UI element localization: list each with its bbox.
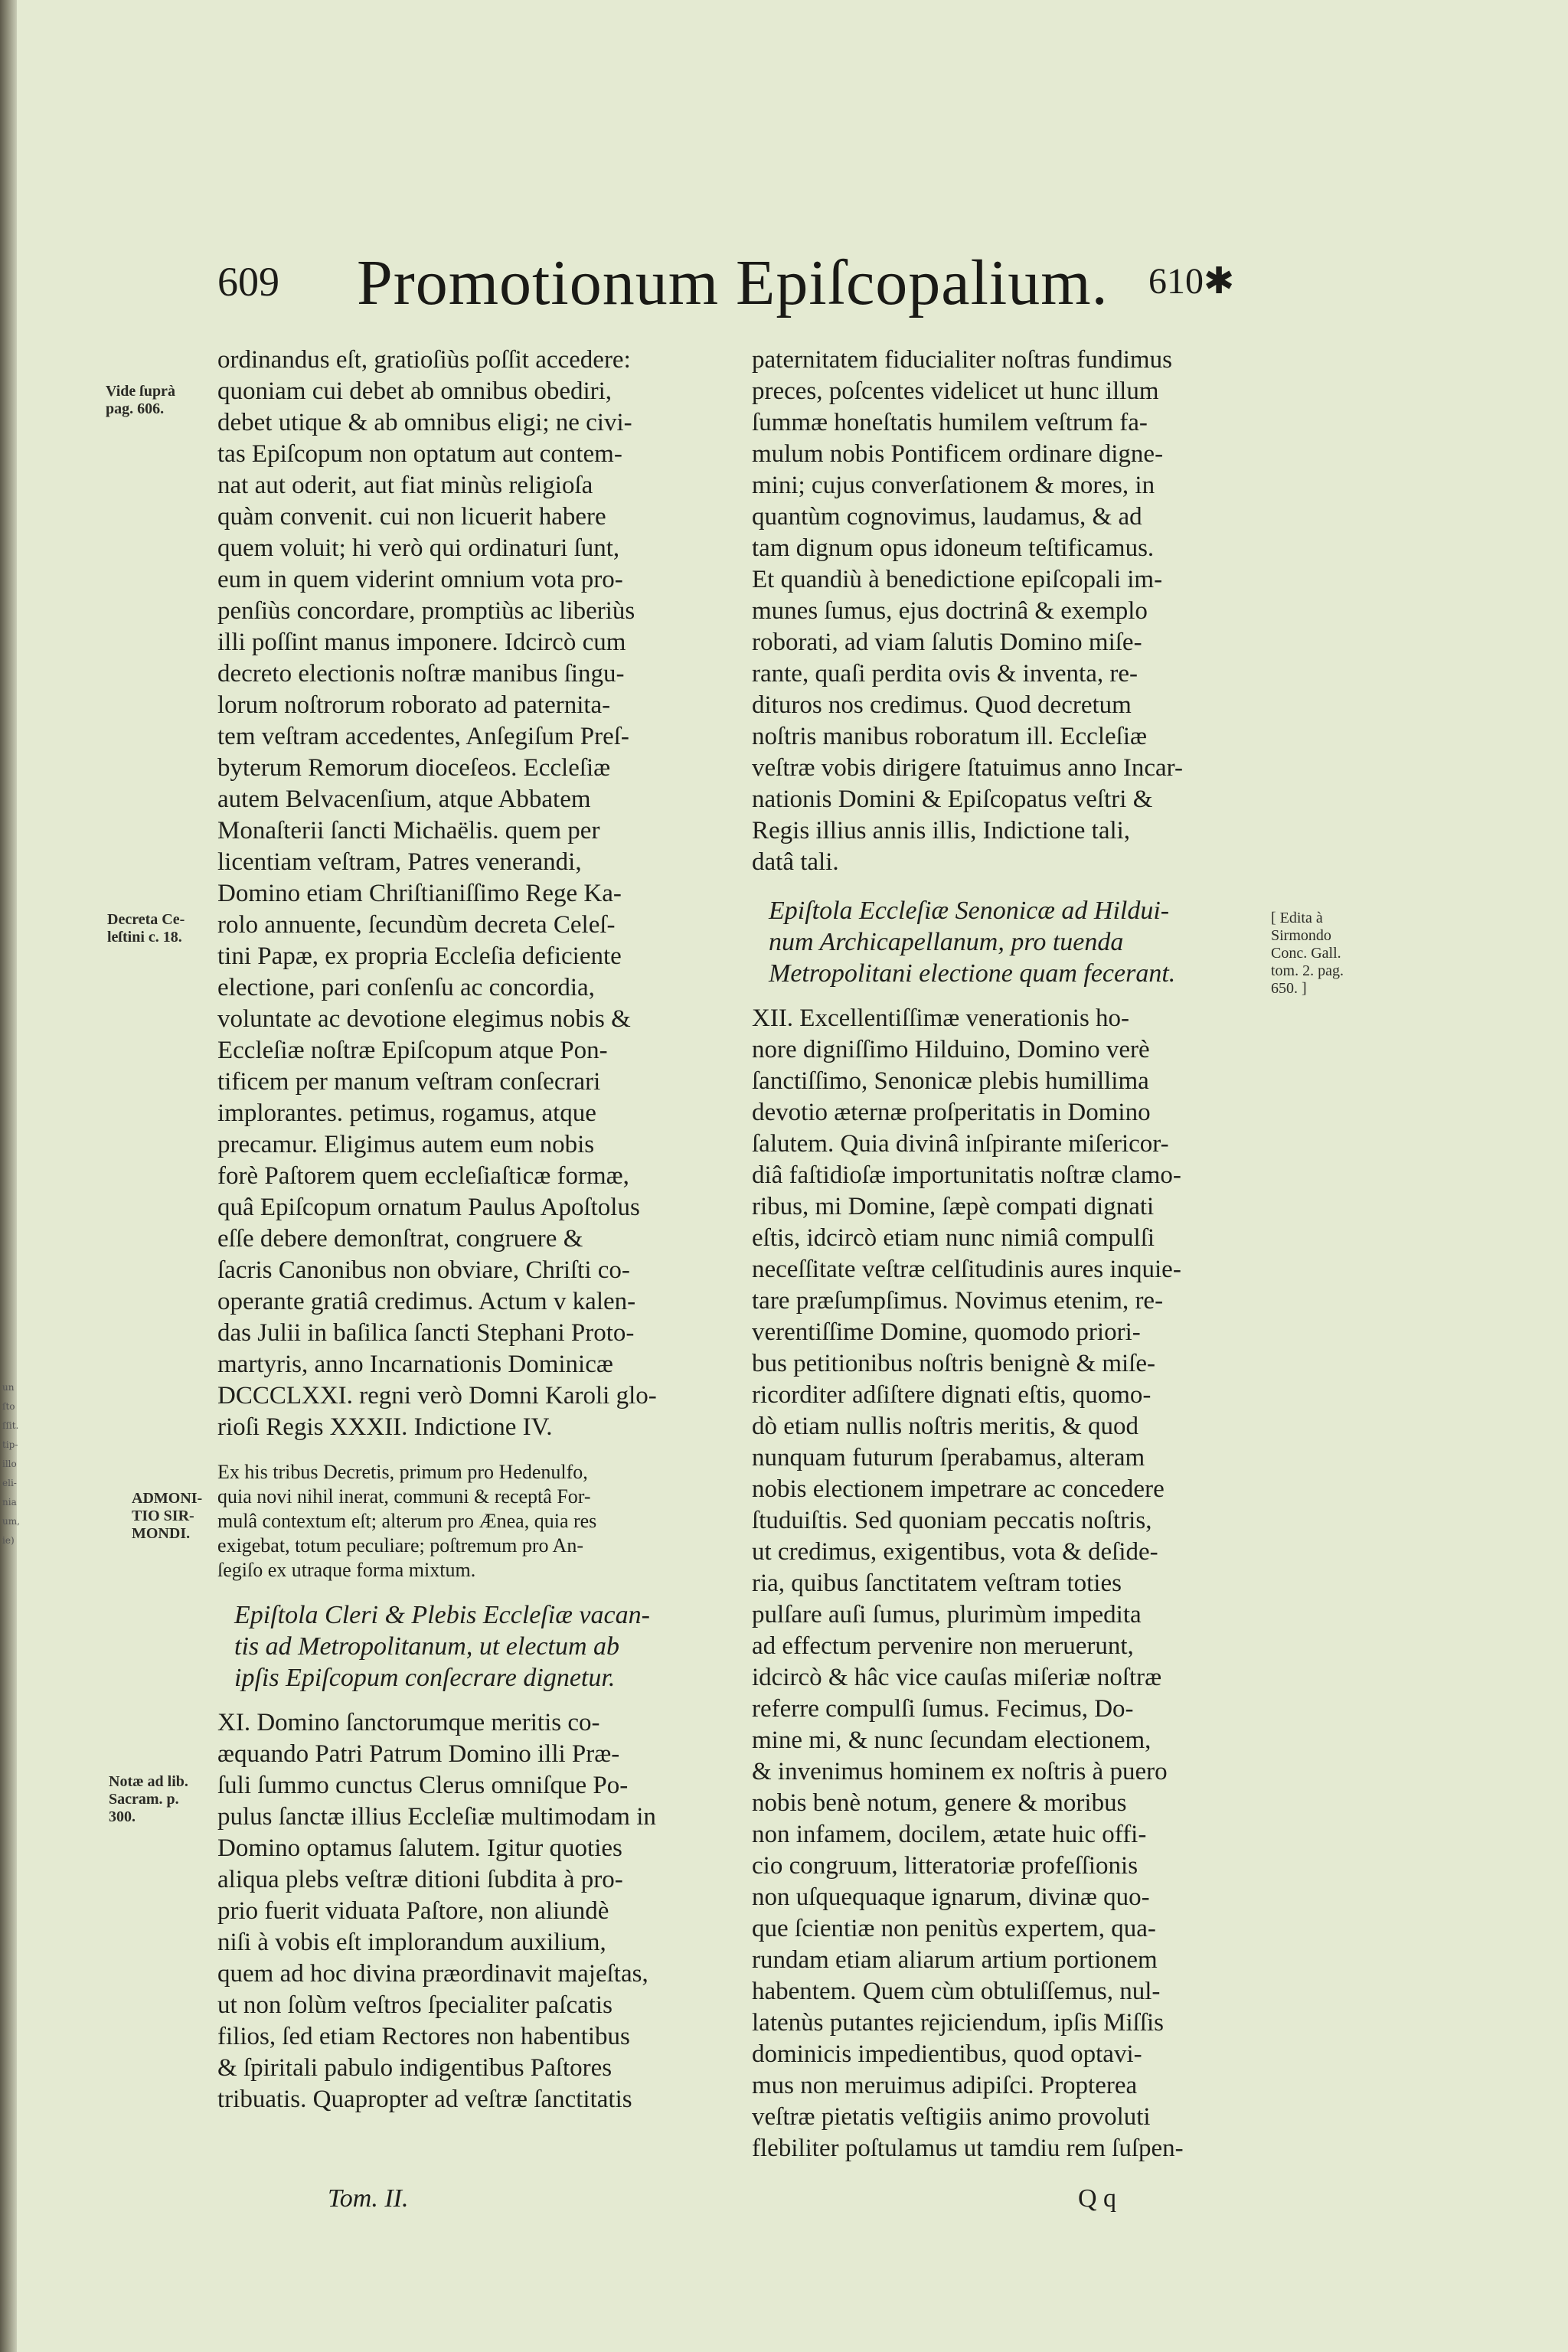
text-line: dò etiam nullis noſtris meritis, & quod [752, 1413, 1139, 1440]
right-column [752, 345, 1253, 2164]
text-line: Et quandiù à benedictione epiſcopali im- [752, 566, 1163, 593]
text-line: aliqua plebs veſtræ ditioni ſubdita à pro- [217, 1866, 623, 1893]
text-line: nunquam futurum ſperabamus, alteram [752, 1444, 1145, 1472]
text-line: tas Epiſcopum non optatum aut contem- [217, 440, 622, 468]
text-line: Epiſtola Cleri & Plebis Eccleſiæ vacan- [234, 1601, 650, 1629]
text-line: Domino etiam Chriſtianiſſimo Rege Ka- [217, 880, 622, 907]
text-line: operante gratiâ credimus. Actum v kalen- [217, 1288, 636, 1315]
text-line: num Archicapellanum, pro tuenda [769, 928, 1124, 956]
text-line: Domino optamus ſalutem. Igitur quoties [217, 1834, 622, 1862]
margin-note-line: leſtini c. 18. [107, 929, 182, 946]
text-line: Ex his tribus Decretis, primum pro Hedenulfo, [217, 1461, 588, 1483]
text-paragraph [752, 1003, 1253, 2164]
text-line: que ſcientiæ non penitùs expertem, qua- [752, 1915, 1156, 1942]
binding-shadow [0, 0, 20, 2352]
text-line: ſalutem. Quia divinâ inſpirante miſericor- [752, 1130, 1169, 1158]
margin-note-line: Sacram. p. [109, 1791, 179, 1808]
text-line: flebiliter poſtulamus ut tamdiu rem ſuſpen- [752, 2135, 1184, 2162]
text-line: ſacris Canonibus non obviare, Chriſti co- [217, 1256, 630, 1284]
text-line: tam dignum opus idoneum teſtificamus. [752, 534, 1155, 562]
text-line: lorum noſtrorum roborato ad paternita- [217, 691, 611, 719]
admonitio-paragraph [217, 1460, 726, 1583]
page-number-left: 609 [217, 259, 279, 305]
text-line: nore digniſſimo Hilduino, Domino verè [752, 1036, 1150, 1063]
text-line: Epiſtola Eccleſiæ Senonicæ ad Hildui- [769, 897, 1170, 925]
text-line: idcircò & hâc vice cauſas miſeriæ noſtræ [752, 1664, 1162, 1691]
text-line: DCCCLXXI. regni verò Domni Karoli glo- [217, 1382, 657, 1410]
margin-note-line: Decreta Ce- [107, 911, 185, 928]
text-line: dominicis impedientibus, quod optavi- [752, 2040, 1142, 2068]
text-line: ſanctiſſimo, Senonicæ plebis humillima [752, 1067, 1149, 1095]
text-line: tini Papæ, ex propria Eccleſia deficiente [217, 942, 622, 970]
margin-note-line: 650. ] [1271, 980, 1307, 997]
text-line: pulus ſanctæ illius Eccleſiæ multimodam in [217, 1803, 656, 1831]
text-line: Metropolitani electione quam fecerant. [769, 959, 1176, 988]
text-line: penſiùs concordare, promptiùs ac liberiùs [217, 597, 635, 625]
text-line: veſtræ vobis dirigere ſtatuimus anno Incar- [752, 754, 1183, 782]
text-line: quâ Epiſcopum ornatum Paulus Apoſtolus [217, 1194, 640, 1221]
text-line: non infamem, docilem, ætate huic offi- [752, 1821, 1147, 1848]
text-line: ribus, mi Domine, ſæpè compati dignati [752, 1193, 1155, 1220]
text-line: niſi à vobis eſt implorandum auxilium, [217, 1929, 606, 1956]
text-line: forè Paſtorem quem eccleſiaſticæ formæ, [217, 1162, 629, 1190]
text-line: XI. Domino ſanctorumque meritis co- [217, 1709, 600, 1736]
text-line: tare præſumpſimus. Novimus etenim, re- [752, 1287, 1164, 1315]
text-line: mulâ contextum eſt; alterum pro Ænea, quia res [217, 1510, 597, 1532]
text-line: & invenimus hominem ex noſtris à puero [752, 1758, 1168, 1785]
text-line: voluntate ac devotione elegimus nobis & [217, 1005, 631, 1033]
text-paragraph [217, 1707, 726, 2115]
text-line: ſuli ſummo cunctus Clerus omniſque Po- [217, 1772, 629, 1799]
running-title: Promotionum Epiſcopalium. [357, 247, 1109, 318]
text-line: martyris, anno Incarnationis Dominicæ [217, 1351, 613, 1378]
text-line: quoniam cui debet ab omnibus obediri, [217, 377, 612, 405]
margin-note-line: TIO SIR- [132, 1508, 194, 1524]
text-line: ria, quibus ſanctitatem veſtram toties [752, 1570, 1122, 1597]
gutter-fragment: un [2, 1382, 15, 1393]
gutter-fragment: ſto [2, 1401, 15, 1412]
volume-footer: Tom. II. [328, 2184, 409, 2213]
text-line: nobis electionem impetrare ac concedere [752, 1475, 1165, 1503]
text-line: byterum Remorum dioceſeos. Eccleſiæ [217, 754, 611, 782]
text-line: mulum nobis Pontificem ordinare digne- [752, 440, 1164, 468]
gutter-fragment: ſſit. [2, 1420, 19, 1431]
gutter-fragment: nia [2, 1497, 17, 1508]
text-line: tificem per manum veſtram conſecrari [217, 1068, 601, 1096]
margin-note-line: [ Edita à [1271, 910, 1323, 926]
text-line: quem ad hoc divina præordinavit majeſtas, [217, 1960, 648, 1988]
margin-note-line: 300. [109, 1808, 136, 1825]
page-number-right: 610✱ [1148, 261, 1235, 302]
margin-note-line: Sirmondo [1271, 927, 1331, 944]
text-line: rundam etiam aliarum artium portionem [752, 1946, 1158, 1974]
text-line: datâ tali. [752, 848, 839, 876]
text-line: licentiam veſtram, Patres venerandi, [217, 848, 582, 876]
text-line: nobis benè notum, genere & moribus [752, 1789, 1127, 1817]
text-line: tem veſtram accedentes, Anſegiſum Preſ- [217, 723, 629, 750]
text-line: diâ faſtidioſæ importunitatis noſtræ clamo- [752, 1161, 1181, 1189]
text-line: Monaſterii ſancti Michaëlis. quem per [217, 817, 600, 844]
epistle-heading [217, 1599, 726, 1694]
text-line: precamur. Eligimus autem eum nobis [217, 1131, 595, 1158]
gutter-fragment: um, [2, 1516, 20, 1527]
gutter-fragment: tip- [2, 1439, 18, 1450]
text-line: prio fuerit viduata Paſtore, non aliundè [217, 1897, 609, 1925]
text-line: veſtræ pietatis veſtigiis animo provoluti [752, 2103, 1151, 2131]
text-line: ordinandus eſt, gratioſiùs poſſit accedere: [217, 346, 631, 374]
text-line: rioſi Regis XXXII. Indictione IV. [217, 1413, 553, 1441]
text-line: eſſe debere demonſtrat, congruere & [217, 1225, 583, 1253]
margin-note-admonitio [132, 1490, 202, 1543]
text-line: ut credimus, exigentibus, vota & deſide- [752, 1538, 1158, 1566]
text-line: referre compulſi ſumus. Fecimus, Do- [752, 1695, 1134, 1723]
epistle-heading [752, 895, 1253, 989]
text-line: rolo annuente, ſecundùm decreta Celeſ- [217, 911, 616, 939]
text-line: cio congruum, litteratoriæ profeſſionis [752, 1852, 1138, 1880]
text-line: pulſare auſi ſumus, plurimùm impedita [752, 1601, 1142, 1628]
text-line: eum in quem viderint omnium vota pro- [217, 566, 623, 593]
text-line: nationis Domini & Epiſcopatus veſtri & [752, 786, 1153, 813]
text-paragraph [752, 345, 1253, 878]
text-line: mini; cujus converſationem & mores, in [752, 472, 1155, 499]
text-line: debet utique & ab omnibus eligi; ne civi- [217, 409, 632, 436]
text-line: latenùs putantes rejiciendum, ipſis Miſſis [752, 2009, 1165, 2037]
text-line: paternitatem fiducialiter noſtras fundimus [752, 346, 1172, 374]
text-line: ipſis Epiſcopum conſecrare dignetur. [234, 1664, 616, 1692]
text-line: æquando Patri Patrum Domino illi Præ- [217, 1740, 620, 1768]
gutter-fragment: illo [2, 1459, 17, 1469]
text-line: quàm convenit. cui non licuerit habere [217, 503, 606, 531]
text-line: tribuatis. Quapropter ad veſtræ ſanctitatis [217, 2086, 632, 2113]
text-line: das Julii in baſilica ſancti Stephani Proto- [217, 1319, 635, 1347]
text-line: mus non meruimus adipiſci. Propterea [752, 2072, 1138, 2099]
text-line: tis ad Metropolitanum, ut electum ab [234, 1632, 620, 1661]
margin-note-line: Notæ ad lib. [109, 1773, 188, 1790]
text-line: quantùm cognovimus, laudamus, & ad [752, 503, 1142, 531]
margin-note-line: pag. 606. [106, 400, 165, 417]
margin-note-line: MONDI. [132, 1525, 191, 1542]
text-line: ricorditer adſiſtere dignati eſtis, quomo- [752, 1381, 1152, 1409]
text-line: roborati, ad viam ſalutis Domino miſe- [752, 629, 1142, 656]
text-paragraph [217, 345, 726, 1443]
text-line: ut non ſolùm veſtros ſpecialiter paſcatis [217, 1991, 612, 2019]
text-line: preces, poſcentes videlicet ut hunc illum [752, 377, 1159, 405]
text-line: ſummæ honeſtatis humilem veſtrum fa- [752, 409, 1148, 436]
margin-note-vide-supra [106, 383, 175, 418]
text-line: nat aut oderit, aut fiat minùs religioſa [217, 472, 593, 499]
text-line: noſtris manibus roboratum ill. Eccleſiæ [752, 723, 1147, 750]
text-line: autem Belvacenſium, atque Abbatem [217, 786, 591, 813]
text-line: rante, quaſi perdita ovis & inventa, re- [752, 660, 1138, 688]
text-line: munes ſumus, ejus doctrinâ & exemplo [752, 597, 1148, 625]
text-line: verentiſſime Domine, quomodo priori- [752, 1318, 1141, 1346]
text-line: XII. Excellentiſſimæ venerationis ho- [752, 1004, 1130, 1032]
margin-note-line: tom. 2. pag. [1271, 962, 1344, 979]
left-column [217, 345, 726, 2115]
margin-note-line: ADMONI- [132, 1490, 203, 1507]
text-line: devotio æternæ proſperitatis in Domino [752, 1099, 1151, 1126]
text-line: eſtis, idcircò etiam nunc nimiâ compulſi [752, 1224, 1155, 1252]
text-line: implorantes. petimus, rogamus, atque [217, 1099, 596, 1127]
text-line: quem voluit; hi verò qui ordinaturi ſunt, [217, 534, 620, 562]
margin-note-line: Conc. Gall. [1271, 945, 1341, 962]
margin-note-decreta-celestini [107, 911, 185, 946]
text-line: non uſquequaque ignarum, divinæ quo- [752, 1883, 1150, 1911]
text-line: ſtuduiſtis. Sed quoniam peccatis noſtris, [752, 1507, 1152, 1534]
text-line: illi poſſint manus imponere. Idcircò cum [217, 629, 626, 656]
text-line: ſegiſo ex utraque forma mixtum. [217, 1559, 476, 1581]
margin-note-edita-sirmondo [1271, 910, 1344, 998]
gutter-fragment: eli- [2, 1478, 17, 1488]
margin-note-line: Vide ſuprà [106, 383, 175, 400]
signature-mark: Q q [1078, 2184, 1117, 2213]
gutter-text-fragments [2, 1378, 20, 1550]
gutter-fragment: ie) [2, 1535, 15, 1546]
text-line: exigebat, totum peculiare; poſtremum pro An- [217, 1534, 583, 1557]
text-line: habentem. Quem cùm obtuliſſemus, nul- [752, 1978, 1161, 2005]
text-line: electione, pari conſenſu ac concordia, [217, 974, 595, 1001]
text-line: filios, ſed etiam Rectores non habentibus [217, 2023, 630, 2050]
text-line: quia novi nihil inerat, communi & receptâ For- [217, 1485, 591, 1508]
text-line: neceſſitate veſtræ celſitudinis aures inquie- [752, 1256, 1181, 1283]
text-line: decreto electionis noſtræ manibus ſingu- [217, 660, 625, 688]
text-line: Eccleſiæ noſtræ Epiſcopum atque Pon- [217, 1037, 608, 1064]
text-line: & ſpiritali pabulo indigentibus Paſtores [217, 2054, 612, 2082]
text-line: ad effectum pervenire non meruerunt, [752, 1632, 1134, 1660]
text-line: mine mi, & nunc ſecundam electionem, [752, 1726, 1152, 1754]
text-line: Regis illius annis illis, Indictione tali, [752, 817, 1131, 844]
text-line: dituros nos credimus. Quod decretum [752, 691, 1132, 719]
margin-note-notae-sacram [109, 1773, 188, 1826]
text-line: bus petitionibus noſtris benignè & miſe- [752, 1350, 1156, 1377]
